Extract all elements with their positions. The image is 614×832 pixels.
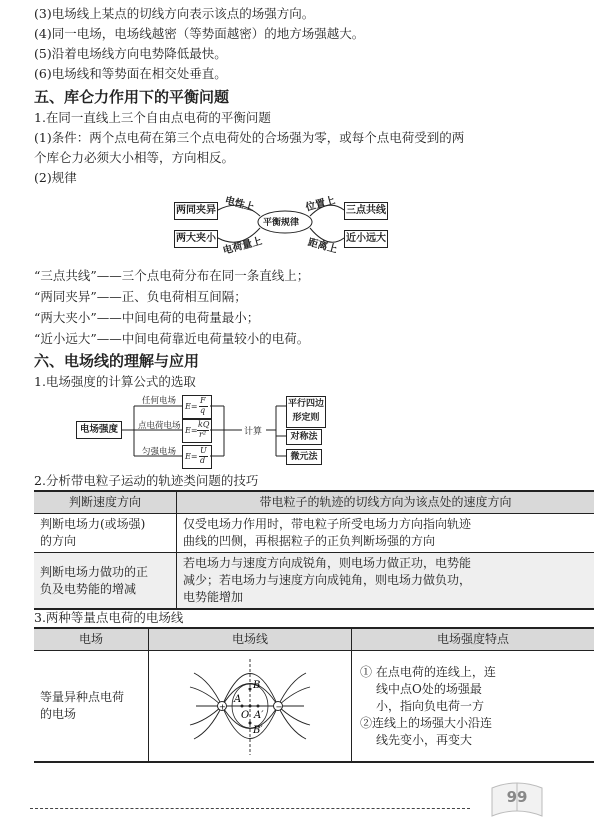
- trajectory-row1-content: [177, 514, 595, 553]
- formula-box-3: [182, 445, 212, 469]
- formula-den-2: r²: [199, 430, 207, 439]
- section6-item3: 3.两种等量点电荷的电场线: [34, 610, 184, 625]
- trajectory-row1-label-line1: 判断电场力(或场强): [40, 517, 146, 531]
- explain-line-4: “近小远大”——中间电荷靠近电荷量较小的电荷。: [34, 331, 310, 346]
- equal-charges-table: [34, 627, 594, 763]
- intro-item-4: (4)同一电场，电场线越密（等势面越密）的地方场强越大。: [34, 26, 365, 41]
- arc-label-distance: 距离上: [306, 237, 339, 256]
- intro-item-5: (5)沿着电场线方向电势降低最快。: [34, 46, 227, 61]
- flow-microelement-box: 微元法: [286, 449, 322, 465]
- strength-line-1: ① 在点电荷的连线上，连: [360, 664, 496, 679]
- charges-field-name: [34, 651, 149, 763]
- trajectory-row2-line1: 若电场力与速度方向成锐角，则电场力做正功，电势能: [183, 556, 472, 570]
- formula-num-1: F: [200, 396, 206, 405]
- flow-uniform-field: 匀强电场: [142, 447, 177, 457]
- trajectory-row1-line1: 仅受电场力作用时，带电粒子所受电场力方向指向轨迹: [183, 517, 472, 531]
- strength-line-2: 线中点O处的场强最: [376, 681, 482, 696]
- page-number: 99: [506, 788, 528, 806]
- flow-symmetry-box: 对称法: [286, 429, 322, 445]
- trajectory-header-2: 带电粒子的轨迹的切线方向为该点处的速度方向: [177, 491, 595, 514]
- arc-label-charge-amount: 电荷量上: [221, 235, 264, 257]
- box-three-collinear: 三点共线: [344, 202, 388, 220]
- trajectory-row1-label-line2: 的方向: [40, 534, 77, 548]
- explain-line-1: “三点共线”——三个点电荷分布在同一条直线上；: [34, 268, 310, 283]
- charges-header-field: 电场: [34, 628, 149, 651]
- field-strength-flow: [74, 392, 364, 470]
- trajectory-row2-label-line2: 负及电势能的增减: [40, 581, 137, 596]
- section5-cond-line1: (1)条件：两个点电荷在第三个点电荷处的合场强为零，或每个点电荷受到的两: [34, 130, 465, 145]
- point-A: A: [234, 694, 242, 705]
- section6-title: 六、电场线的理解与应用: [34, 352, 200, 370]
- explain-line-2: “两同夹异”——正、负电荷相互间隔；: [34, 289, 247, 304]
- charges-field-name-line2: 的电场: [40, 707, 77, 721]
- trajectory-row2-line3: 电势能增加: [183, 590, 244, 604]
- charges-field-name-line1: 等量异种点电荷: [40, 690, 125, 704]
- charges-header-strength: 电场强度特点: [352, 628, 595, 651]
- section5-item1: 1.在同一直线上三个自由点电荷的平衡问题: [34, 110, 271, 125]
- trajectory-row2-content: [177, 553, 595, 610]
- flow-parallelogram-line1: 平行四边: [287, 399, 324, 409]
- trajectory-row1-line2: 曲线的凹侧，再根据粒子的正负判断场强的方向: [183, 534, 436, 548]
- section6-item2: 2.分析带电粒子运动的轨迹类问题的技巧: [34, 473, 259, 488]
- formula-box-1: [182, 395, 212, 419]
- strength-line-3: 小，指向负电荷一方: [376, 698, 485, 713]
- plus-sign: +: [219, 702, 226, 712]
- formula-num-2: kQ: [198, 420, 210, 429]
- balance-rule-diagram: [170, 192, 400, 257]
- strength-line-5: 线先变小，再变大: [376, 732, 473, 747]
- footer-dashed-rule: [30, 808, 470, 809]
- flow-parallelogram-line2: 形定则: [292, 413, 320, 423]
- flow-point-charge-field: 点电荷电场: [138, 421, 181, 431]
- intro-item-3: (3)电场线上某点的切线方向表示该点的场强方向。: [34, 6, 315, 21]
- section5-cond-line2: 个库仑力必须大小相等，方向相反。: [34, 150, 235, 165]
- intro-item-6: (6)电场线和等势面在相交处垂直。: [34, 66, 227, 81]
- flow-calc: 计算: [244, 427, 263, 437]
- formula-box-2: [182, 419, 212, 443]
- charges-strength-features: [352, 651, 595, 763]
- section5-rule: (2)规律: [34, 170, 77, 185]
- flow-any-field: 任何电场: [142, 396, 177, 406]
- minus-sign: −: [275, 702, 283, 712]
- trajectory-row1-label: [34, 514, 177, 553]
- charges-header-lines: 电场线: [149, 628, 352, 651]
- point-B-prime: B′: [253, 725, 263, 736]
- point-B: B: [253, 680, 261, 691]
- page-number-badge: [488, 778, 546, 820]
- flow-root-box: 电场强度: [76, 421, 122, 439]
- dipole-field-diagram: [150, 651, 350, 761]
- formula-den-3: d: [200, 456, 206, 465]
- section5-title: 五、库仑力作用下的平衡问题: [34, 88, 230, 106]
- trajectory-table: [34, 490, 594, 610]
- trajectory-header-1: 判断速度方向: [34, 491, 177, 514]
- trajectory-row2-label-line1: 判断电场力做功的正: [40, 564, 149, 579]
- point-A-prime: A′: [254, 710, 264, 721]
- box-near-small-far-big: 近小远大: [344, 230, 388, 248]
- formula-den-1: q: [200, 406, 206, 415]
- trajectory-row2-label: [34, 553, 177, 610]
- strength-line-4: ②连线上的场强大小沿连: [360, 715, 493, 730]
- arc-label-charge-type: 电性上: [223, 195, 256, 214]
- box-two-big-sandwich: 两大夹小: [174, 230, 218, 248]
- formula-eq-3: E=: [185, 452, 198, 461]
- flow-parallelogram-box: [286, 396, 326, 428]
- formula-num-3: U: [200, 446, 207, 455]
- point-O: O: [241, 710, 250, 721]
- section6-item1: 1.电场强度的计算公式的选取: [34, 374, 196, 389]
- arc-label-position: 位置上: [304, 195, 337, 214]
- formula-eq-1: E=: [185, 402, 198, 411]
- formula-eq-2: E=: [185, 426, 198, 435]
- diagram-center: 平衡规律: [263, 218, 300, 228]
- trajectory-row2-line2: 减少；若电场力与速度方向成钝角，则电场力做负功，: [183, 573, 472, 587]
- box-two-same-sandwich: 两同夹异: [174, 202, 218, 220]
- charges-field-lines-cell: [149, 651, 352, 763]
- explain-line-3: “两大夹小”——中间电荷的电荷量最小；: [34, 310, 260, 325]
